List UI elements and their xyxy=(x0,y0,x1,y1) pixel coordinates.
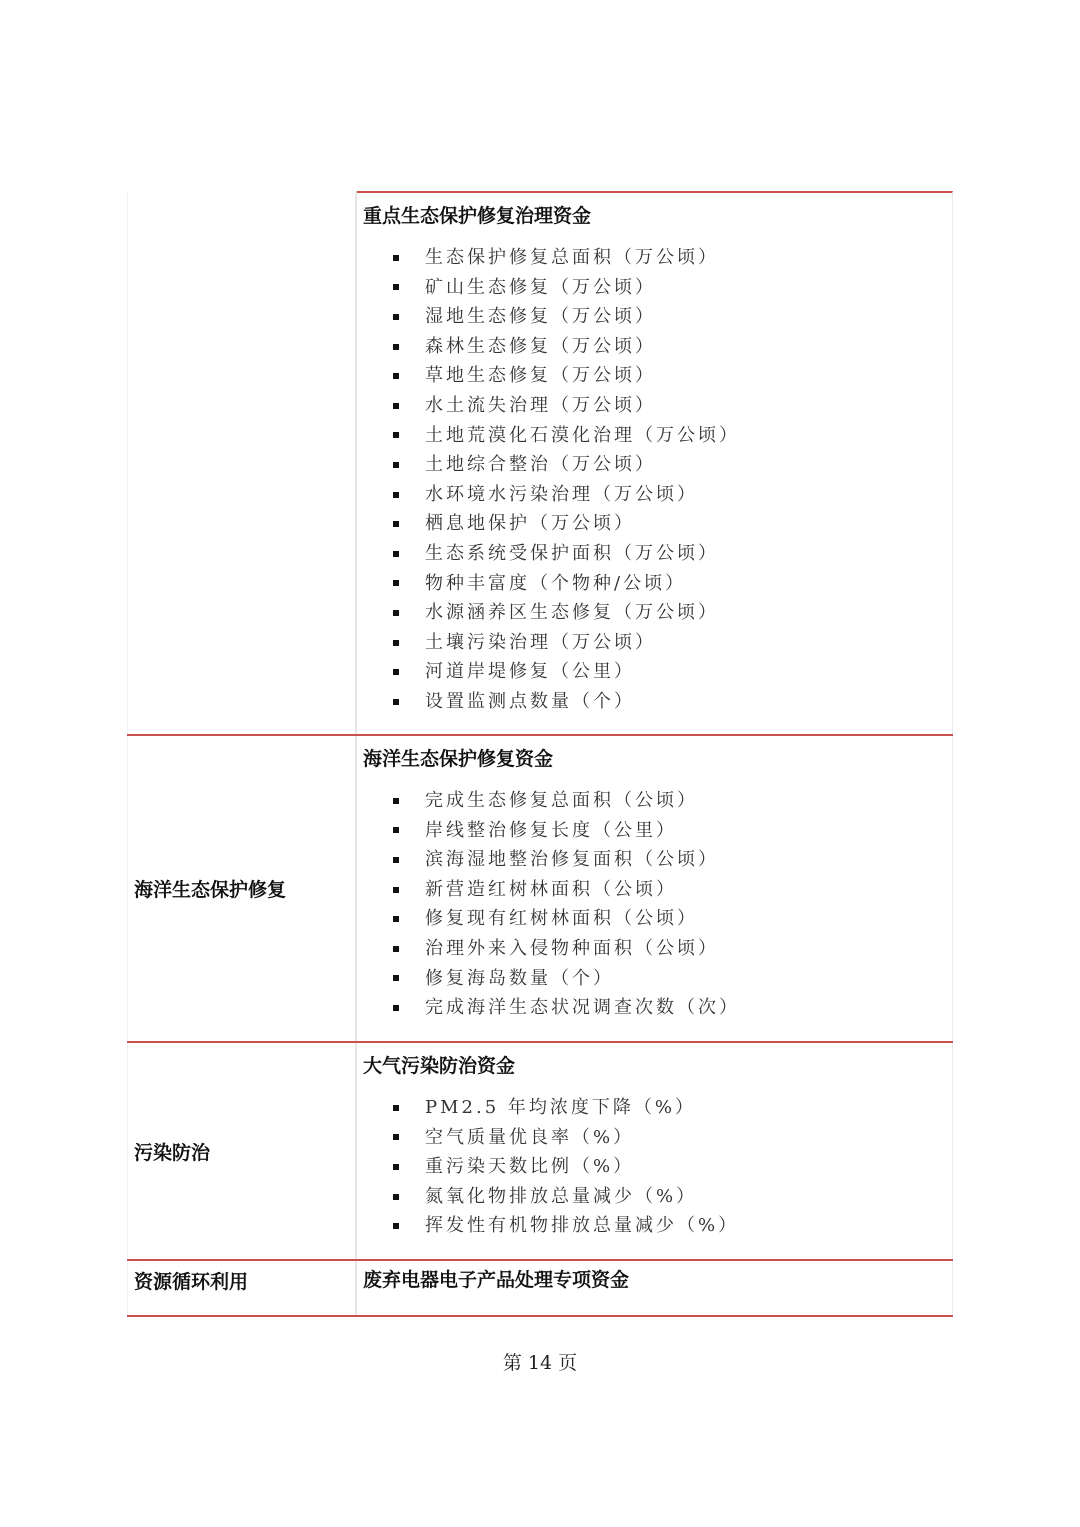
list-item: 完成生态修复总面积（公顷） xyxy=(363,786,952,816)
category-cell: 污染防治 xyxy=(127,1043,357,1259)
bullet-icon xyxy=(393,492,399,498)
list-item: 水环境水污染治理（万公顷） xyxy=(363,480,952,510)
bullet-icon xyxy=(393,946,399,952)
content-cell xyxy=(357,1261,953,1315)
list-item: 水土流失治理（万公顷） xyxy=(363,391,952,421)
indicator-list xyxy=(363,1093,952,1241)
bullet-icon xyxy=(393,1194,399,1200)
list-item: 栖息地保护（万公顷） xyxy=(363,509,952,539)
bullet-icon xyxy=(393,887,399,893)
page-number: 第 14 页 xyxy=(502,1352,578,1374)
bullet-icon xyxy=(393,255,399,261)
bullet-icon xyxy=(393,1164,399,1170)
content-cell xyxy=(357,191,953,734)
bullet-icon xyxy=(393,521,399,527)
bullet-icon xyxy=(393,857,399,863)
bullet-icon xyxy=(393,284,399,290)
bullet-icon xyxy=(393,403,399,409)
bullet-icon xyxy=(393,1105,399,1111)
section-title: 重点生态保护修复治理资金 xyxy=(363,205,592,227)
list-item: 森林生态修复（万公顷） xyxy=(363,332,952,362)
list-item: 空气质量优良率（%） xyxy=(363,1123,952,1153)
bullet-icon xyxy=(393,798,399,804)
category-cell: 资源循环利用 xyxy=(127,1261,357,1315)
section-title: 废弃电器电子产品处理专项资金 xyxy=(363,1269,630,1291)
list-item: 滨海湿地整治修复面积（公顷） xyxy=(363,845,952,875)
bullet-icon xyxy=(393,373,399,379)
list-item: 湿地生态修复（万公顷） xyxy=(363,302,952,332)
bullet-icon xyxy=(393,669,399,675)
list-item: 矿山生态修复（万公顷） xyxy=(363,273,952,303)
list-item: 完成海洋生态状况调查次数（次） xyxy=(363,993,952,1023)
bullet-icon xyxy=(393,580,399,586)
bullet-icon xyxy=(393,916,399,922)
list-item: 草地生态修复（万公顷） xyxy=(363,361,952,391)
bullet-icon xyxy=(393,827,399,833)
bullet-icon xyxy=(393,432,399,438)
bullet-icon xyxy=(393,975,399,981)
list-item: 生态保护修复总面积（万公顷） xyxy=(363,243,952,273)
table-row xyxy=(127,191,953,736)
list-item: 修复海岛数量（个） xyxy=(363,964,952,994)
list-item: 土地荒漠化石漠化治理（万公顷） xyxy=(363,421,952,451)
content-cell xyxy=(357,1043,953,1259)
table-row xyxy=(127,1261,953,1317)
list-item: 水源涵养区生态修复（万公顷） xyxy=(363,598,952,628)
bullet-icon xyxy=(393,551,399,557)
list-item: 物种丰富度（个物种/公顷） xyxy=(363,569,952,599)
bullet-icon xyxy=(393,462,399,468)
list-item: 河道岸堤修复（公里） xyxy=(363,657,952,687)
list-item: 新营造红树林面积（公顷） xyxy=(363,875,952,905)
list-item: 岸线整治修复长度（公里） xyxy=(363,816,952,846)
list-item: 设置监测点数量（个） xyxy=(363,687,952,717)
bullet-icon xyxy=(393,1134,399,1140)
bullet-icon xyxy=(393,699,399,705)
bullet-icon xyxy=(393,1005,399,1011)
indicator-table xyxy=(127,191,953,1317)
list-item: 修复现有红树林面积（公顷） xyxy=(363,904,952,934)
section-title: 海洋生态保护修复资金 xyxy=(363,748,554,770)
list-item: PM2.5 年均浓度下降（%） xyxy=(363,1093,952,1123)
indicator-list xyxy=(363,786,952,1023)
section-title: 大气污染防治资金 xyxy=(363,1055,516,1077)
list-item: 氮氧化物排放总量减少（%） xyxy=(363,1182,952,1212)
indicator-list xyxy=(363,243,952,717)
table-row xyxy=(127,1043,953,1261)
table-row xyxy=(127,736,953,1043)
list-item: 土壤污染治理（万公顷） xyxy=(363,628,952,658)
content-cell xyxy=(357,736,953,1041)
bullet-icon xyxy=(393,610,399,616)
list-item: 重污染天数比例（%） xyxy=(363,1152,952,1182)
list-item: 土地综合整治（万公顷） xyxy=(363,450,952,480)
list-item: 生态系统受保护面积（万公顷） xyxy=(363,539,952,569)
list-item: 挥发性有机物排放总量减少（%） xyxy=(363,1211,952,1241)
bullet-icon xyxy=(393,640,399,646)
category-cell xyxy=(127,191,357,734)
bullet-icon xyxy=(393,344,399,350)
bullet-icon xyxy=(393,1223,399,1229)
category-cell: 海洋生态保护修复 xyxy=(127,736,357,1041)
list-item: 治理外来入侵物种面积（公顷） xyxy=(363,934,952,964)
bullet-icon xyxy=(393,314,399,320)
